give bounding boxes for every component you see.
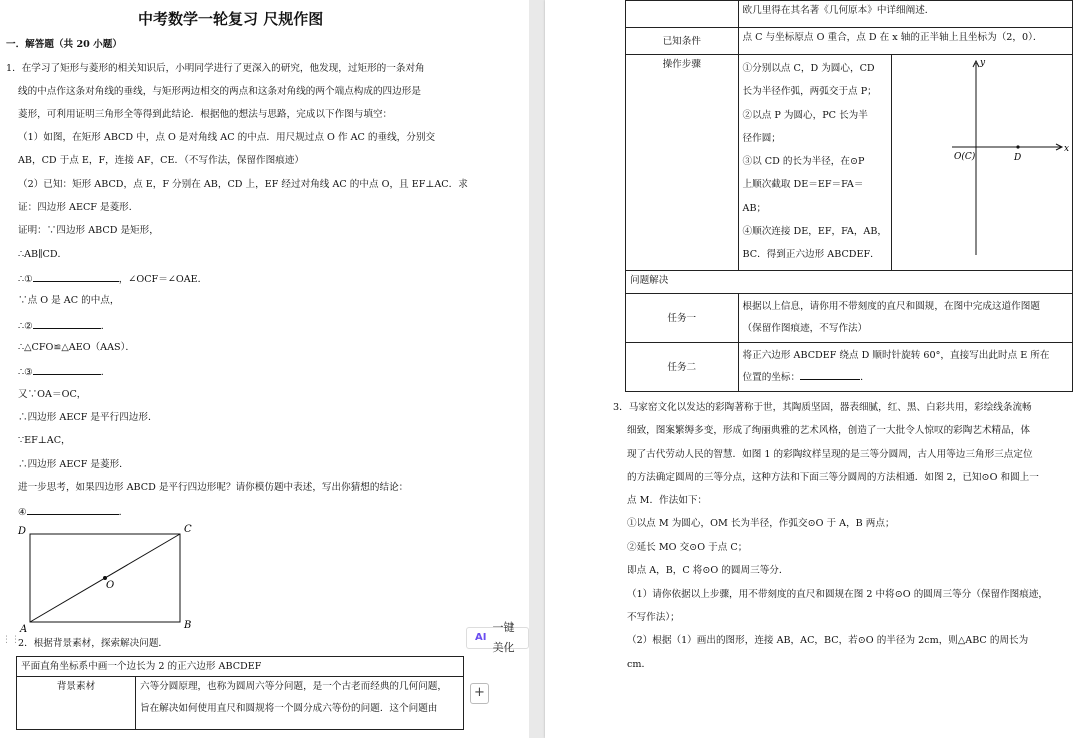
q1-line-18: ∴四边形 AECF 是菱形．	[18, 459, 129, 470]
drag-handle-icon[interactable]: ⋮⋮	[2, 635, 20, 645]
q1-line-6: （2）已知：矩形 ABCD，点 E，F 分别在 AB，CD 上，EF 经过对角线 AC 的中点 O，且 EF⊥AC．求	[18, 179, 468, 190]
q1-line-11: ∵点 O 是 AC 的中点，	[18, 295, 120, 306]
ai-icon: AI	[475, 632, 487, 643]
blank-1[interactable]	[33, 271, 119, 282]
q1-line-12	[18, 318, 110, 334]
task2-blank[interactable]	[800, 369, 860, 380]
step-1-label: ∴①	[18, 274, 33, 285]
q3-line-8: 即点 A，B，C 将⊙O 的圆周三等分．	[627, 565, 789, 576]
q1-line-14	[18, 364, 110, 380]
q1-line-3: 菱形，可利用证明三角形全等得到此结论．根据他的想法与思路，完成以下作图与填空：	[18, 109, 393, 120]
y-axis-label: y	[980, 58, 986, 68]
page-gap	[529, 0, 545, 738]
blank-3[interactable]	[33, 364, 101, 375]
q2-intro: 2．根据背景素材，探索解决问题．	[18, 638, 169, 649]
background-label: 背景素材	[17, 677, 136, 730]
coordinate-axes-figure	[892, 55, 1072, 265]
step-line-6: 上顺次截取 DE＝EF＝FA＝	[742, 179, 864, 191]
q1-line-17: ∵EF⊥AC，	[18, 435, 71, 446]
background-text-2: 旨在解决如何使用直尺和圆规将一个圆分成六等份的问题．这个问题由	[140, 703, 438, 714]
q3-line-4: 的方法确定圆周的三等分点，这种方法和下面三等分圆周的方法相通．如图 2，已知⊙O 和圆上一	[627, 472, 1039, 483]
d-label: D	[1014, 153, 1022, 163]
x-axis-label: x	[1064, 144, 1070, 154]
step-4-label: ④	[18, 507, 27, 518]
task2-label: 任务二	[626, 343, 739, 392]
step-line-3: ②以点 P 为圆心，PC 长为半	[742, 109, 868, 121]
coordinate-figure-cell	[892, 55, 1073, 271]
step-line-4: 径作圆；	[742, 132, 781, 144]
step-4-rest: ．	[118, 507, 129, 518]
ai-beautify-button[interactable]	[466, 621, 529, 654]
step-line-8: ④顺次连接 DE，EF，FA，AB，	[742, 226, 887, 238]
q3-line-12: cm．	[627, 659, 652, 670]
q1-line-7: 证：四边形 AECF 是菱形．	[18, 202, 139, 213]
document-title: 中考数学一轮复习 尺规作图	[138, 10, 324, 28]
ai-beautify-label: 一键美化	[492, 621, 515, 654]
known-text: 点 C 与坐标原点 O 重合，点 D 在 x 轴的正半轴上且坐标为（2，0）．	[738, 28, 1072, 55]
q2-table-part1	[16, 656, 464, 730]
rectangle-figure	[14, 520, 200, 636]
q1-line-16: ∴四边形 AECF 是平行四边形．	[18, 412, 158, 423]
steps-label: 操作步骤	[626, 55, 739, 271]
step-line-9: BC．得到正六边形 ABCDEF．	[742, 249, 880, 261]
task1-line-1: 根据以上信息，请你用不带刻度的直尺和圆规，在图中完成这道作图题	[742, 301, 1040, 312]
q1-line-2: 线的中点作这条对角线的垂线，与矩形两边相交的两点和这条对角线的两个端点构成的四边形是	[18, 86, 421, 97]
label-o: O	[106, 580, 115, 591]
task2-line-2: 位置的坐标： ．	[743, 367, 1068, 389]
q1-line-1: 1．在学习了矩形与菱形的相关知识后，小明同学进行了更深入的研究，他发现，过矩形的一条对角	[6, 63, 425, 74]
blank-2[interactable]	[33, 318, 101, 329]
label-b: B	[184, 620, 192, 631]
q3-line-10: 不写作法）；	[627, 612, 680, 623]
q1-line-4: （1）如图，在矩形 ABCD 中，点 O 是对角线 AC 的中点．用尺规过点 O 作 AC 的垂线，分别交	[18, 132, 436, 143]
blank-4[interactable]	[27, 504, 119, 515]
q1-line-8: 证明：∵四边形 ABCD 是矩形，	[18, 225, 159, 236]
q1-line-13: ∴△CFO≌△AEO（AAS）．	[18, 342, 135, 353]
continued-text: 欧几里得在其名著《几何原本》中详细阐述．	[738, 1, 1072, 28]
q3-line-6: ①以点 M 为圆心，OM 长为半径，作弧交⊙O 于 A，B 两点；	[627, 518, 895, 529]
add-row-button[interactable]: +	[470, 683, 489, 704]
q3-line-3: 现了古代劳动人民的智慧．如图 1 的彩陶纹样呈现的是三等分圆周，古人用等边三角形三点定位	[627, 449, 1033, 460]
point-d	[1016, 145, 1019, 148]
step-3-label: ∴③	[18, 367, 33, 378]
background-text	[136, 677, 464, 730]
problem-label: 问题解决	[626, 271, 1073, 294]
q1-line-10	[18, 271, 207, 287]
origin-label: O(C)	[954, 152, 976, 162]
q3-line-11: （2）根据（1）画出的图形，连接 AB，AC，BC，若⊙O 的半径为 2cm，则△ABC 的周长为	[627, 635, 1029, 646]
step-1-rest: ，∠OCF＝∠OAE．	[118, 274, 208, 285]
q2-table-part2	[625, 0, 1073, 392]
q3-line-7: ②延长 MO 交⊙O 于点 C；	[627, 542, 748, 553]
background-text-1: 六等分圆原理，也称为圆周六等分问题，是一个古老而经典的几何问题，	[140, 681, 447, 692]
label-c: C	[184, 524, 192, 535]
known-label: 已知条件	[626, 28, 739, 55]
task2-line-1: 将正六边形 ABCDEF 绕点 D 顺时针旋转 60°，直接写出此时点 E 所在	[742, 350, 1050, 361]
step-line-7: AB；	[742, 202, 767, 214]
task2-text	[738, 343, 1072, 392]
document-page-left	[0, 0, 529, 738]
q1-line-19: 进一步思考，如果四边形 ABCD 是平行四边形呢？请你模仿题中表述，写出你猜想的结论：	[18, 482, 409, 493]
step-3-rest: ．	[100, 367, 111, 378]
q1-line-9: ∴AB∥CD．	[18, 249, 68, 260]
section-heading: 一．解答题（共 20 小题）	[6, 39, 122, 50]
continued-cell-label	[626, 1, 739, 28]
document-page-right	[545, 0, 1080, 738]
q1-line-15: 又∵OA＝OC，	[18, 389, 87, 400]
label-a: A	[20, 624, 28, 635]
steps-text	[738, 55, 891, 271]
task1-text	[738, 294, 1072, 343]
label-d: D	[18, 526, 27, 537]
step-line-2: 长为半径作弧，两弧交于点 P；	[742, 86, 877, 98]
step-2-rest: ．	[100, 321, 111, 332]
q3-line-2: 细致，图案繁缛多变，形成了绚丽典雅的艺术风格，创造了一大批令人惊叹的彩陶艺术精品，体	[627, 425, 1030, 436]
q3-line-9: （1）请你依据以上步骤，用不带刻度的直尺和圆规在图 2 中将⊙O 的圆周三等分（保留作图痕迹，	[627, 589, 1049, 600]
task2-line-2-text: 位置的坐标：	[742, 372, 801, 383]
q3-line-1: 3．马家窑文化以发达的彩陶著称于世，其陶质坚固，器表细腻，红、黑、白彩共用，彩绘线条流畅	[613, 402, 1032, 413]
step-line-5: ③以 CD 的长为半径，在⊙P	[742, 156, 865, 168]
q3-line-5: 点 M．作法如下：	[627, 495, 708, 506]
q2-table-header: 平面直角坐标系中画一个边长为 2 的正六边形 ABCDEF	[17, 657, 464, 677]
q1-line-5: AB，CD 于点 E，F，连接 AF，CE．（不写作法，保留作图痕迹）	[18, 155, 305, 166]
q1-line-20	[18, 504, 128, 520]
step-2-label: ∴②	[18, 321, 33, 332]
task1-label: 任务一	[626, 294, 739, 343]
step-line-1: ①分别以点 C，D 为圆心，CD	[742, 63, 875, 74]
task1-line-2: （保留作图痕迹，不写作法）	[742, 323, 868, 334]
